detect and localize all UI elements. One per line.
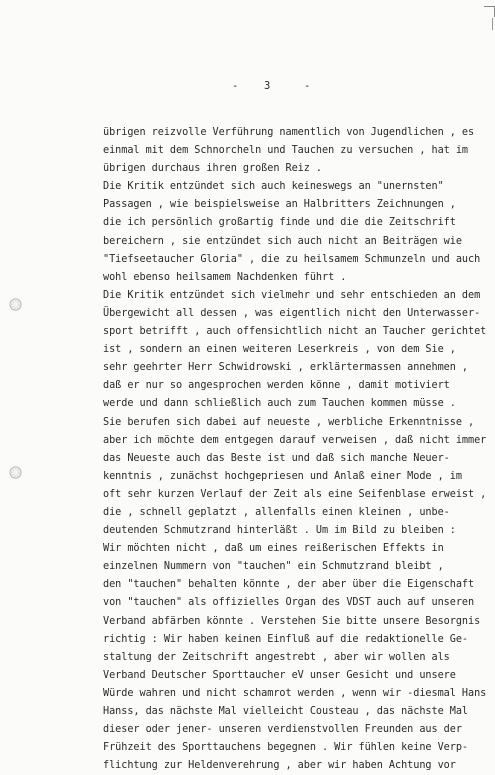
text-line: Frühzeit des Sporttauchens begegnen . Wir fühlen keine Verp- bbox=[103, 742, 469, 754]
text-line: sehr geehrter Herr Schwidrowski , erklärtermassen annehmen , bbox=[103, 362, 469, 374]
text-line: das Neueste auch das Beste ist und daß sich manche Neuer- bbox=[103, 452, 450, 464]
text-line: kenntnis , zunächst hochgepriesen und Anlaß einer Mode , im bbox=[103, 470, 462, 482]
page-corner-mark bbox=[484, 6, 495, 17]
text-line: Hanss, das nächste Mal vielleicht Cousteau , das nächste Mal bbox=[103, 706, 469, 717]
text-line: die , schnell geplatzt , allenfalls einen kleinen , unbe- bbox=[103, 506, 450, 518]
text-line: die ich persönlich großartig finde und die die Zeitschrift bbox=[103, 217, 456, 229]
page-number: 3 bbox=[264, 80, 271, 92]
text-line: deutenden Schmutzrand hinterläßt . Um im Bild zu bleiben : bbox=[103, 525, 456, 537]
text-line: Verband Deutscher Sporttaucher eV unser Gesicht und unsere bbox=[103, 669, 456, 681]
text-line: flichtung zur Heldenverehrung , aber wir haben Achtung vor bbox=[103, 760, 456, 772]
text-line: einmal mit dem Schnorcheln und Tauchen zu versuchen , hat im bbox=[103, 145, 469, 157]
header-dash-left: - bbox=[232, 80, 239, 92]
text-line: wohl ebenso heilsamem Nachdenken führt . bbox=[103, 271, 347, 283]
text-line: sport betrifft , auch offensichtlich nicht an Taucher gerichtet bbox=[103, 326, 487, 338]
text-line: ist , sondern an einen weiteren Leserkreis , von dem Sie , bbox=[103, 344, 456, 356]
text-line: "Tiefseetaucher Gloria" , die zu heilsamem Schmunzeln und auch bbox=[103, 253, 481, 265]
text-line: Übergewicht all dessen , was eigentlich nicht den Unterwasser- bbox=[103, 307, 481, 319]
text-line: aber ich möchte dem entgegen darauf verweisen , daß nicht immer bbox=[103, 434, 487, 446]
text-line: richtig : Wir haben keinen Einfluß auf die redaktionelle Ge- bbox=[103, 633, 469, 645]
text-line: werde und dann schließlich auch zum Tauchen kommen müsse . bbox=[103, 398, 456, 410]
punch-hole-icon bbox=[9, 466, 22, 479]
letter-body bbox=[103, 124, 491, 775]
text-line: von "tauchen" als offizielles Organ des VDST auch auf unseren bbox=[103, 597, 475, 609]
edge-mark bbox=[492, 18, 493, 30]
text-line: den "tauchen" behalten könnte , der aber über die Eigenschaft bbox=[103, 579, 475, 591]
text-line: einzelnen Nummern von "tauchen" ein Schmutzrand bleibt , bbox=[103, 561, 444, 573]
text-line: übrigen durchaus ihren großen Reiz . bbox=[103, 163, 323, 175]
header-dash-right: - bbox=[304, 80, 311, 92]
punch-hole-icon bbox=[9, 298, 22, 311]
text-line: daß er nur so angesprochen werden könne , damit motiviert bbox=[103, 380, 450, 392]
text-line: Die Kritik entzündet sich auch keineswegs an "unernsten" bbox=[103, 181, 444, 193]
text-line: bereichern , sie entzündet sich auch nicht an Beiträgen wie bbox=[103, 235, 462, 247]
page-header bbox=[0, 79, 495, 93]
text-line: Passagen , wie beispielsweise an Halbritters Zeichnungen , bbox=[103, 199, 456, 211]
text-line: staltung der Zeitschrift angestrebt , aber wir wollen als bbox=[103, 651, 450, 663]
text-line: Verband abfärben könnte . Verstehen Sie bitte unsere Besorgnis bbox=[103, 615, 481, 627]
text-line: Die Kritik entzündet sich vielmehr und sehr entschieden an dem bbox=[103, 289, 481, 301]
text-line: oft sehr kurzen Verlauf der Zeit als eine Seifenblase erweist , bbox=[103, 488, 487, 500]
text-line: übrigen reizvolle Verführung namentlich von Jugendlichen , es bbox=[103, 127, 475, 138]
text-line: Sie berufen sich dabei auf neueste , werbliche Erkenntnisse , bbox=[103, 416, 475, 428]
text-line: dieser oder jener- unseren verdienstvollen Freunden aus der bbox=[103, 724, 462, 736]
text-line: Würde wahren und nicht schamrot werden , wenn wir -diesmal Hans bbox=[103, 687, 487, 699]
text-line: Wir möchten nicht , daß um eines reißerischen Effekts in bbox=[103, 543, 444, 555]
